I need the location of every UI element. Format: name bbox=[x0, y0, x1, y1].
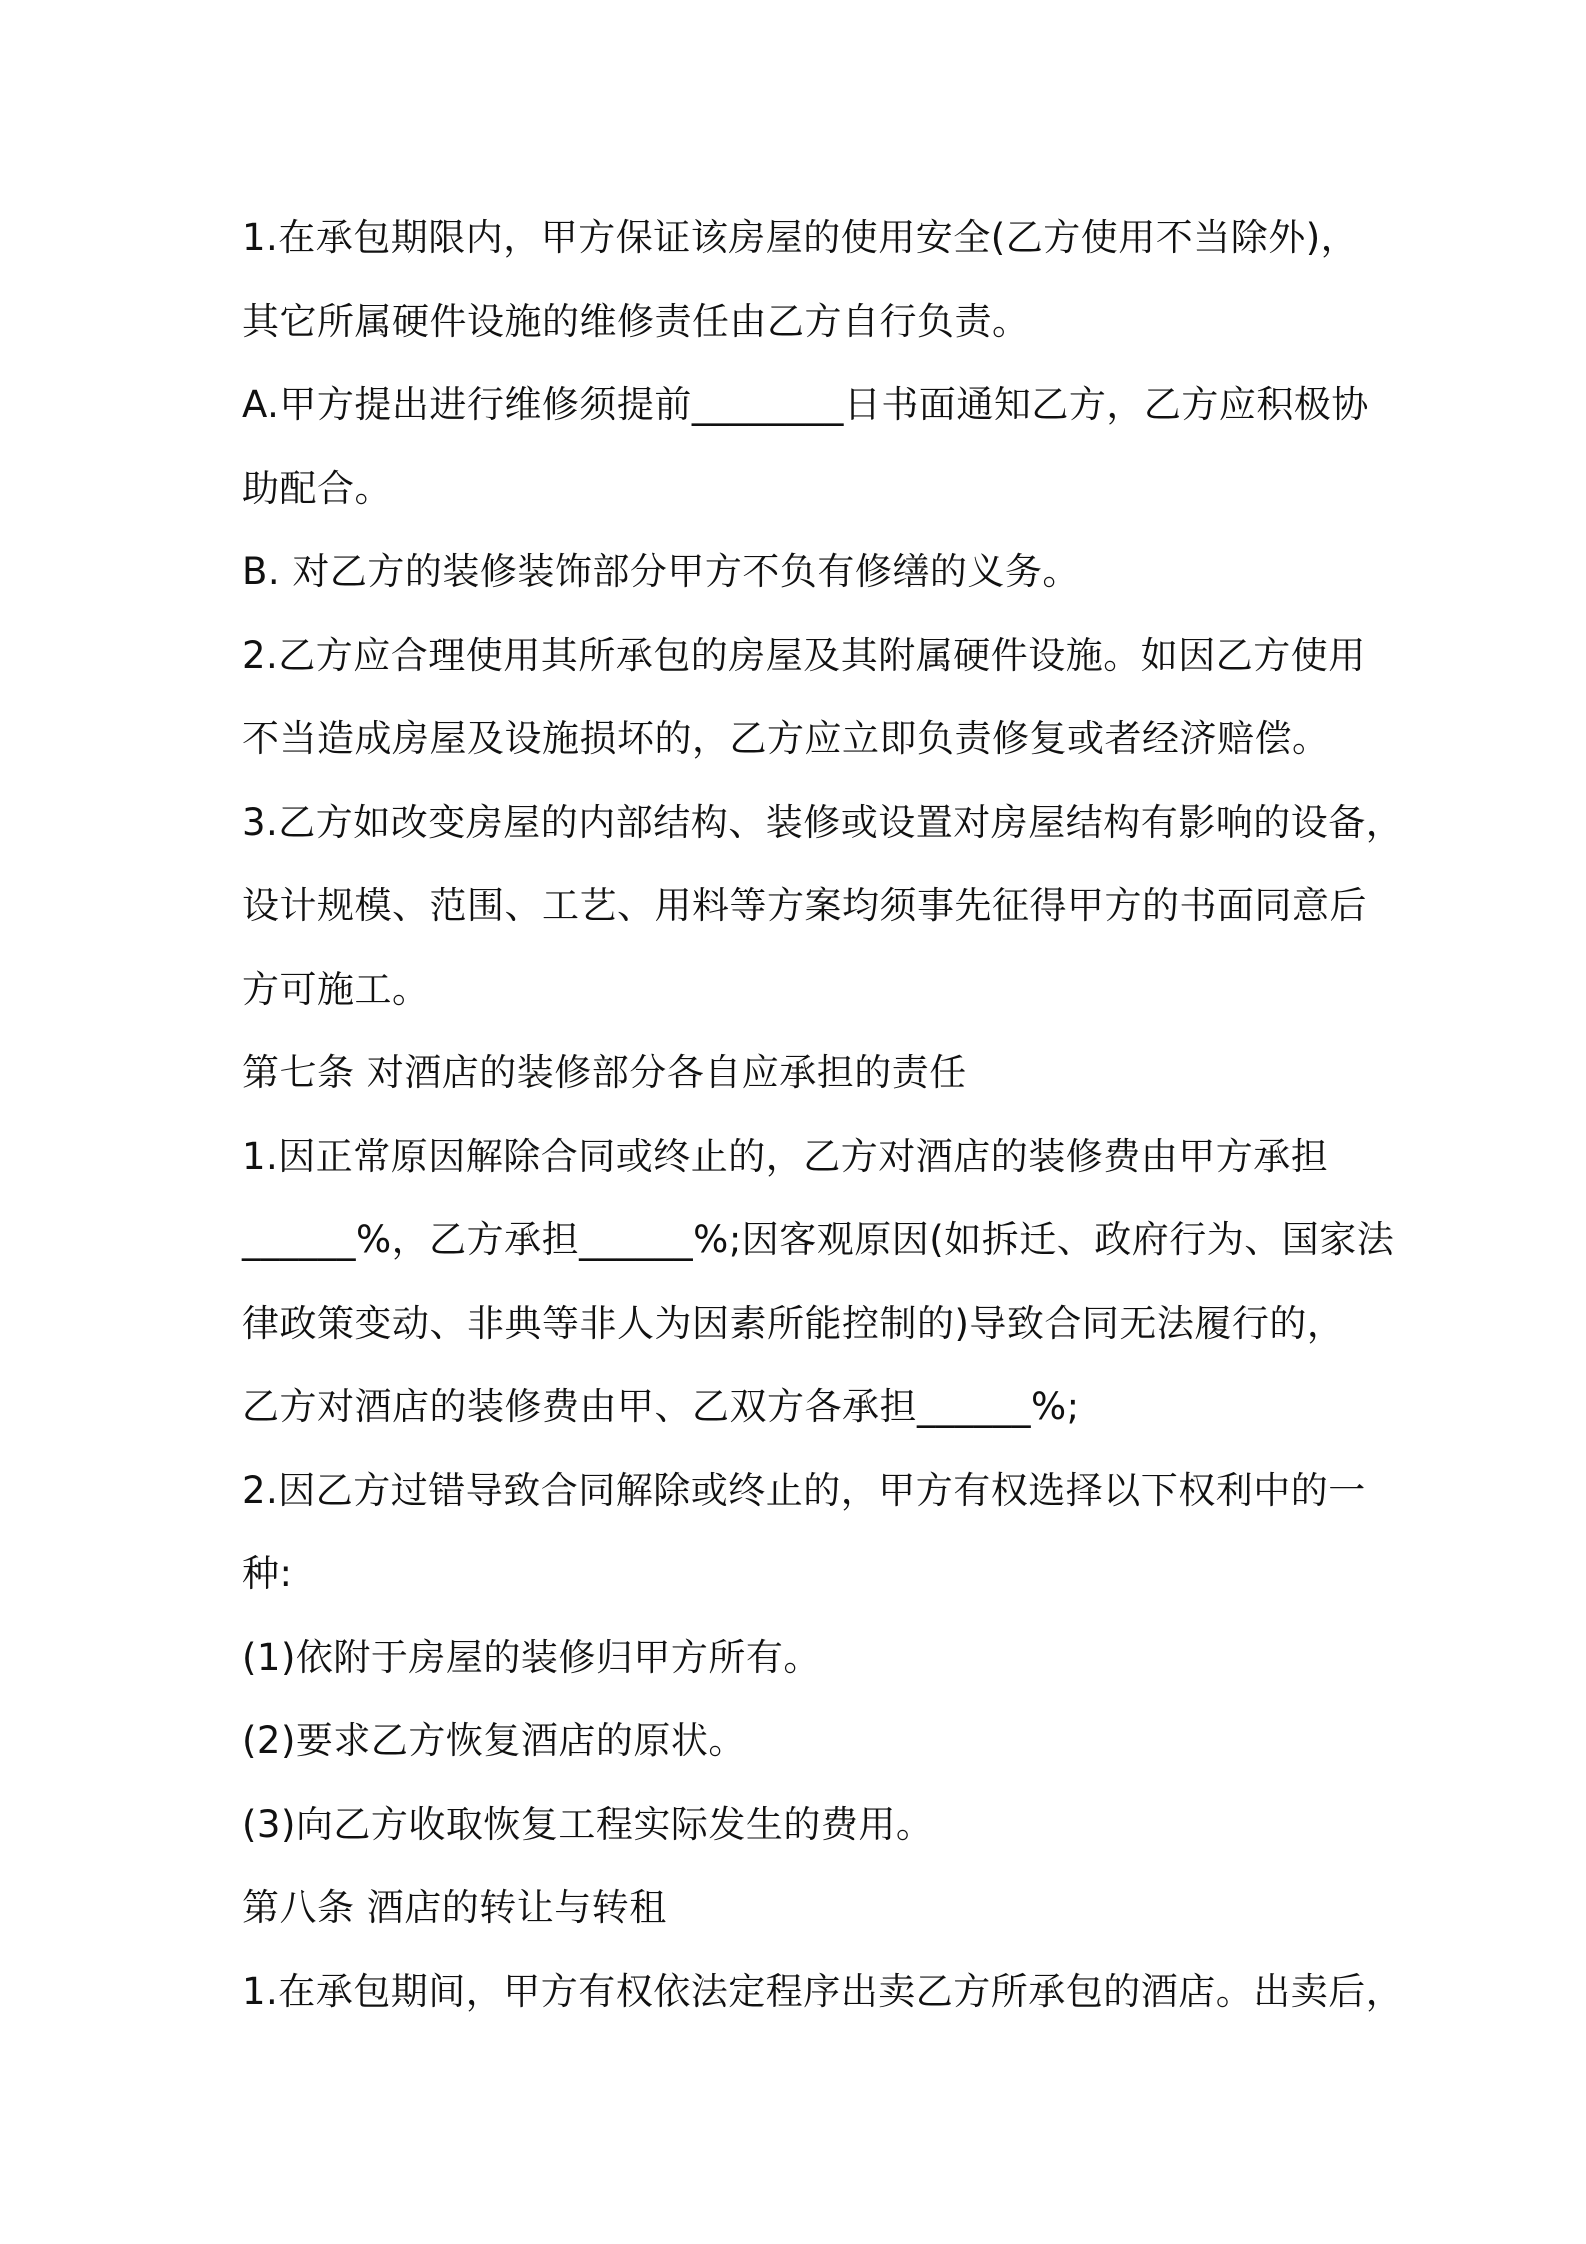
text-line: 其它所属硬件设施的维修责任由乙方自行负责。 bbox=[242, 299, 1030, 343]
text-line: ______%，乙方承担______%;因客观原因(如拆迁、政府行为、国家法 bbox=[242, 1218, 1395, 1261]
text-line: (2)要求乙方恢复酒店的原状。 bbox=[242, 1719, 746, 1762]
text-line: 种: bbox=[242, 1552, 293, 1595]
text-line: (1)依附于房屋的装修归甲方所有。 bbox=[242, 1635, 821, 1679]
text-line: 1.在承包期间，甲方有权依法定程序出卖乙方所承包的酒店。出卖后， bbox=[242, 1969, 1404, 2013]
text-line: A.甲方提出进行维修须提前________日书面通知乙方，乙方应积极协 bbox=[242, 383, 1369, 426]
text-line: 不当造成房屋及设施损坏的，乙方应立即负责修复或者经济赔偿。 bbox=[242, 717, 1330, 760]
text-line: 方可施工。 bbox=[242, 967, 430, 1011]
text-line: 3.乙方如改变房屋的内部结构、装修或设置对房屋结构有影响的设备， bbox=[242, 800, 1404, 844]
text-line: 设计规模、范围、工艺、用料等方案均须事先征得甲方的书面同意后 bbox=[242, 884, 1367, 927]
text-line: 1.因正常原因解除合同或终止的，乙方对酒店的装修费由甲方承担 bbox=[242, 1134, 1329, 1178]
document-body bbox=[242, 196, 1404, 2033]
text-line: 2.乙方应合理使用其所承包的房屋及其附属硬件设施。如因乙方使用 bbox=[242, 633, 1366, 677]
text-line: 律政策变动、非典等非人为因素所能控制的)导致合同无法履行的， bbox=[242, 1301, 1345, 1345]
text-line: 乙方对酒店的装修费由甲、乙双方各承担______%; bbox=[242, 1385, 1080, 1428]
text-line: B. 对乙方的装修装饰部分甲方不负有修缮的义务。 bbox=[242, 550, 1080, 593]
text-line: 2.因乙方过错导致合同解除或终止的，甲方有权选择以下权利中的一 bbox=[242, 1468, 1366, 1512]
text-line: (3)向乙方收取恢复工程实际发生的费用。 bbox=[242, 1802, 934, 1846]
section-heading: 第七条 对酒店的装修部分各自应承担的责任 bbox=[242, 1051, 967, 1094]
text-line: 1.在承包期限内，甲方保证该房屋的使用安全(乙方使用不当除外)， bbox=[242, 216, 1359, 259]
section-heading: 第八条 酒店的转让与转租 bbox=[242, 1886, 667, 1929]
text-line: 助配合。 bbox=[242, 466, 392, 510]
